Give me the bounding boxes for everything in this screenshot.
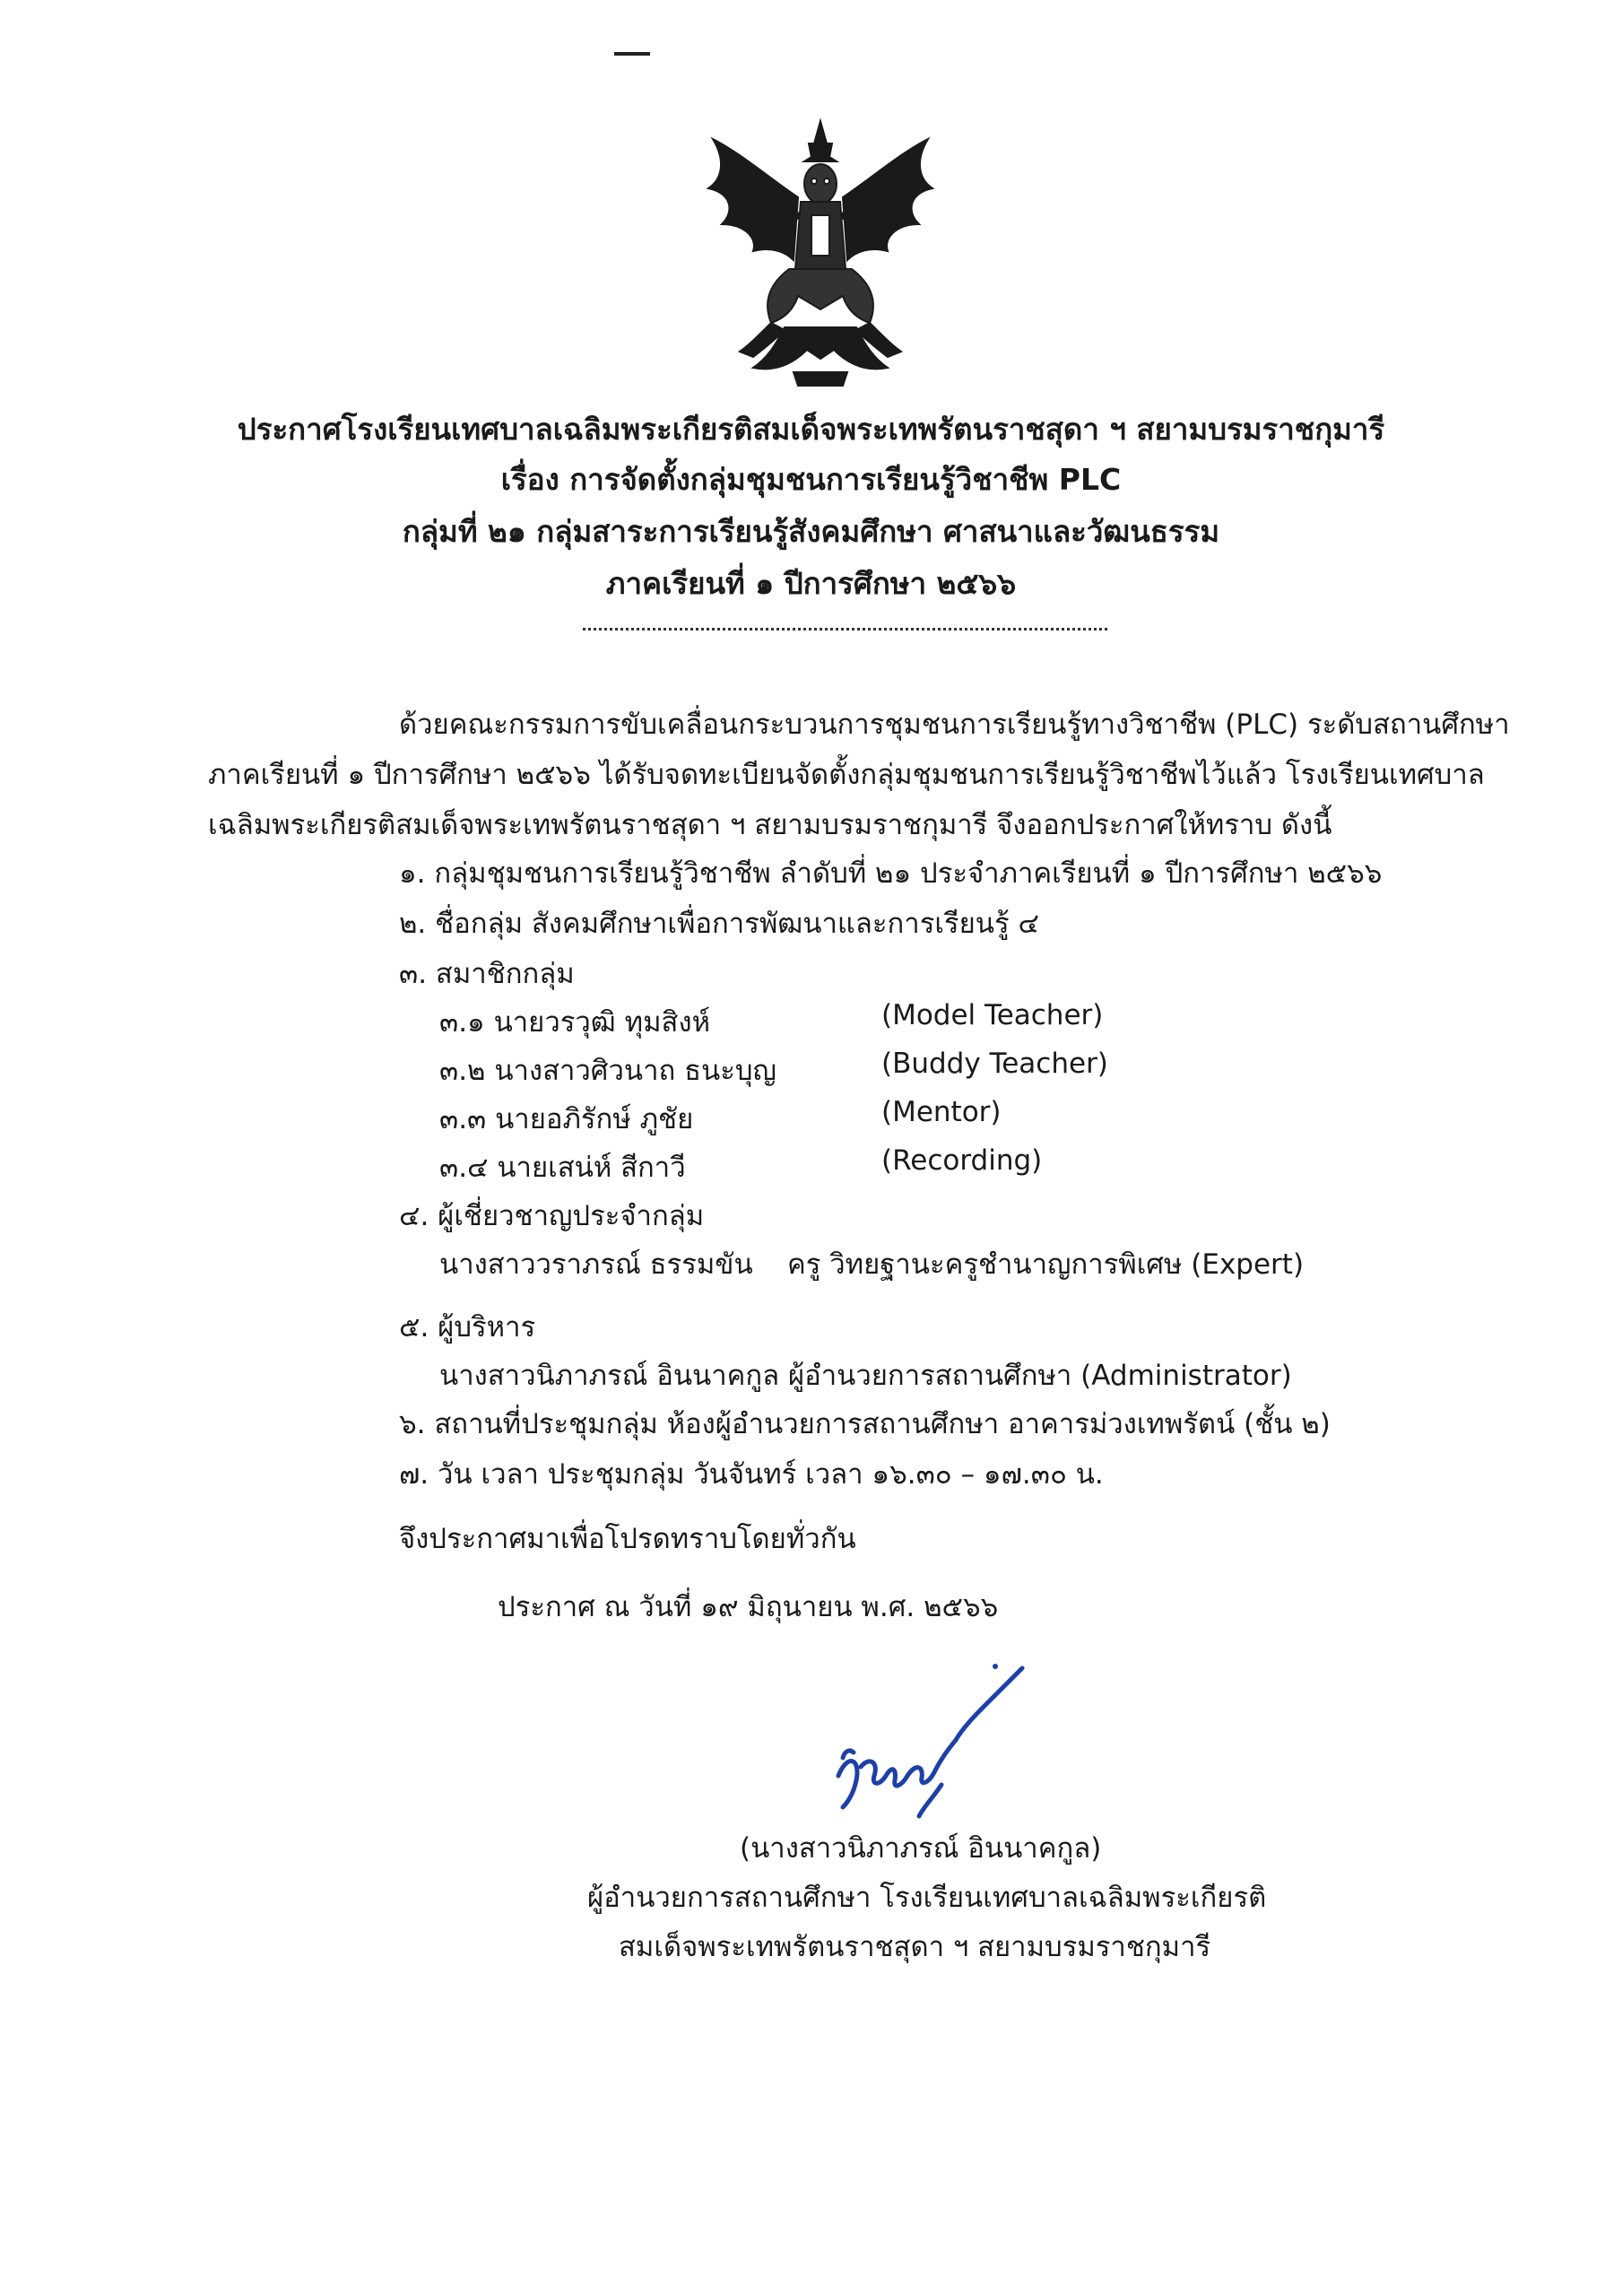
item-5: ๕. ผู้บริหาร (399, 1311, 536, 1344)
closing-line: จึงประกาศมาเพื่อโปรดทราบโดยทั่วกัน (399, 1523, 856, 1555)
item-3: ๓. สมาชิกกลุ่ม (399, 958, 575, 990)
member-3-role: (Mentor) (881, 1096, 1002, 1128)
signer-name: (นางสาวนิภาภรณ์ อินนาคกูล) (740, 1832, 1102, 1865)
member-1-role: (Model Teacher) (881, 999, 1104, 1031)
member-2-name: ๓.๒ นางสาวศิวนาถ ธนะบุญ (439, 1055, 776, 1087)
title-line-1: ประกาศโรงเรียนเทศบาลเฉลิมพระเกียรติสมเด็จพระเทพรัตนราชสุดา ฯ สยามบรมราชกุมารี (237, 412, 1385, 447)
intro-line-2: ภาคเรียนที่ ๑ ปีการศึกษา ๒๕๖๖ ได้รับจดทะเบียนจัดตั้งกลุ่มชุมชนการเรียนรู้วิชาชีพไว้แล้ว โรงเรียนเทศบาล (208, 759, 1485, 791)
title-line-3: กลุ่มที่ ๒๑ กลุ่มสาระการเรียนรู้สังคมศึกษา ศาสนาและวัฒนธรรม (402, 514, 1220, 549)
item-2: ๒. ชื่อกลุ่ม สังคมศึกษาเพื่อการพัฒนาและการเรียนรู้ ๔ (399, 908, 1039, 940)
signer-position-line-1: ผู้อำนวยการสถานศึกษา โรงเรียนเทศบาลเฉลิมพระเกียรติ (587, 1882, 1267, 1914)
expert-name: นางสาววราภรณ์ ธรรมขัน (439, 1248, 753, 1281)
member-2-role: (Buddy Teacher) (881, 1048, 1108, 1080)
admin-line: นางสาวนิภาภรณ์ อินนาคกูล ผู้อำนวยการสถานศึกษา (Administrator) (439, 1360, 1292, 1392)
member-3-name: ๓.๓ นายอภิรักษ์ ภูชัย (439, 1103, 694, 1135)
title-line-2: เรื่อง การจัดตั้งกลุ่มชุมชนการเรียนรู้วิชาชีพ PLC (500, 462, 1122, 497)
item-4: ๔. ผู้เชี่ยวชาญประจำกลุ่ม (399, 1200, 705, 1232)
handwritten-signature (807, 1650, 1040, 1830)
member-4-name: ๓.๔ นายเสน่ห์ สีกาวี (439, 1152, 686, 1184)
expert-role: ครู วิทยฐานะครูชำนาญการพิเศษ (Expert) (787, 1248, 1305, 1281)
intro-line-3: เฉลิมพระเกียรติสมเด็จพระเทพรัตนราชสุดา ฯ สยามบรมราชกุมารี จึงออกประกาศให้ทราบ ดังนี้ (208, 809, 1332, 841)
top-mark (614, 52, 650, 56)
signer-position-line-2: สมเด็จพระเทพรัตนราชสุดา ฯ สยามบรมราชกุมารี (619, 1931, 1211, 1963)
item-7: ๗. วัน เวลา ประชุมกลุ่ม วันจันทร์ เวลา ๑๖.๓๐ – ๑๗.๓๐ น. (399, 1458, 1104, 1491)
member-1-name: ๓.๑ นายวรวุฒิ ทุมสิงห์ (439, 1006, 711, 1039)
title-line-4: ภาคเรียนที่ ๑ ปีการศึกษา ๒๕๖๖ (605, 566, 1017, 601)
item-6: ๖. สถานที่ประชุมกลุ่ม ห้องผู้อำนวยการสถานศึกษา อาคารม่วงเทพรัตน์ (ชั้น ๒) (399, 1408, 1331, 1440)
dotted-separator (583, 628, 1107, 631)
member-4-role: (Recording) (881, 1144, 1043, 1177)
date-line: ประกาศ ณ วันที่ ๑๙ มิถุนายน พ.ศ. ๒๕๖๖ (498, 1591, 999, 1623)
item-1: ๑. กลุ่มชุมชนการเรียนรู้วิชาชีพ ลำดับที่ ๒๑ ประจำภาคเรียนที่ ๑ ปีการศึกษา ๒๕๖๖ (399, 857, 1383, 890)
intro-line-1: ด้วยคณะกรรมการขับเคลื่อนกระบวนการชุมชนการเรียนรู้ทางวิชาชีพ (PLC) ระดับสถานศึกษา (399, 709, 1510, 741)
garuda-emblem-icon (686, 117, 955, 413)
